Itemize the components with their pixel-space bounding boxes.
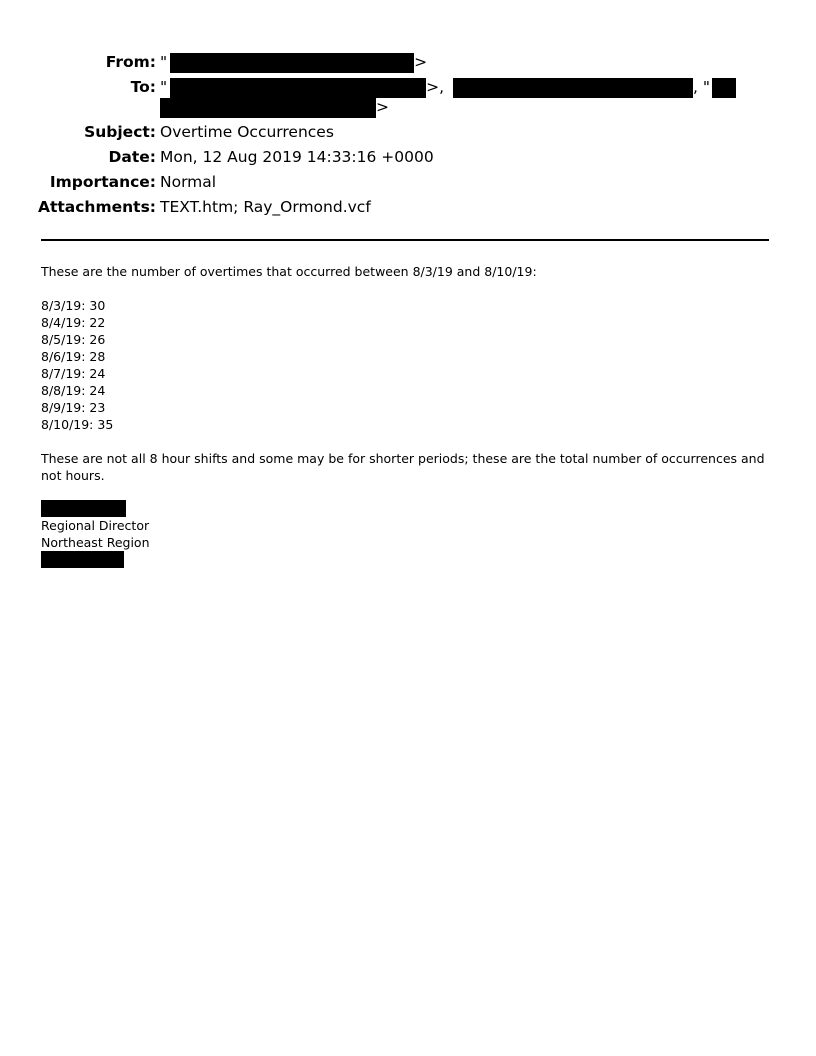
date-label: Date:	[108, 148, 156, 166]
redaction-box	[453, 78, 693, 98]
counts-list	[41, 297, 769, 433]
to-value: " >, , "	[160, 77, 736, 98]
intro-text: These are the number of overtimes that occurred between 8/3/19 and 8/10/19:	[41, 264, 537, 279]
from-value: " >	[160, 53, 428, 71]
count-item: 8/6/19: 28	[41, 349, 106, 364]
count-item: 8/4/19: 22	[41, 315, 106, 330]
subject-label: Subject:	[84, 123, 156, 141]
note-block	[41, 450, 769, 484]
signature-region: Northeast Region	[41, 535, 150, 550]
attachments-value: TEXT.htm; Ray_Ormond.vcf	[160, 198, 371, 216]
count-item: 8/8/19: 24	[41, 383, 106, 398]
count-item: 8/5/19: 26	[41, 332, 106, 347]
importance-label: Importance:	[49, 173, 156, 191]
count-item: 8/3/19: 30	[41, 298, 106, 313]
subject-value: Overtime Occurrences	[160, 123, 334, 141]
count-item: 8/9/19: 23	[41, 400, 106, 415]
from-label: From:	[105, 53, 156, 71]
redaction-box	[712, 78, 736, 98]
redaction-box	[160, 98, 376, 118]
importance-value: Normal	[160, 173, 217, 191]
email-body	[41, 263, 769, 280]
overtime-counts	[41, 297, 769, 433]
note-text: These are not all 8 hour shifts and some may be for shorter periods; these are the total number of occurrences and not hours.	[41, 451, 765, 483]
to-label: To:	[130, 78, 156, 96]
redaction-box	[41, 551, 124, 568]
redaction-box	[170, 53, 414, 73]
date-value: Mon, 12 Aug 2019 14:33:16 +0000	[160, 148, 434, 166]
to-value-continued: >	[160, 97, 389, 118]
attachments-label: Attachments:	[37, 198, 156, 216]
header-divider	[41, 239, 769, 241]
count-item: 8/10/19: 35	[41, 417, 114, 432]
redaction-box	[41, 500, 126, 517]
count-item: 8/7/19: 24	[41, 366, 106, 381]
redaction-box	[170, 78, 426, 98]
signature-title: Regional Director	[41, 518, 150, 533]
signature	[41, 500, 769, 568]
